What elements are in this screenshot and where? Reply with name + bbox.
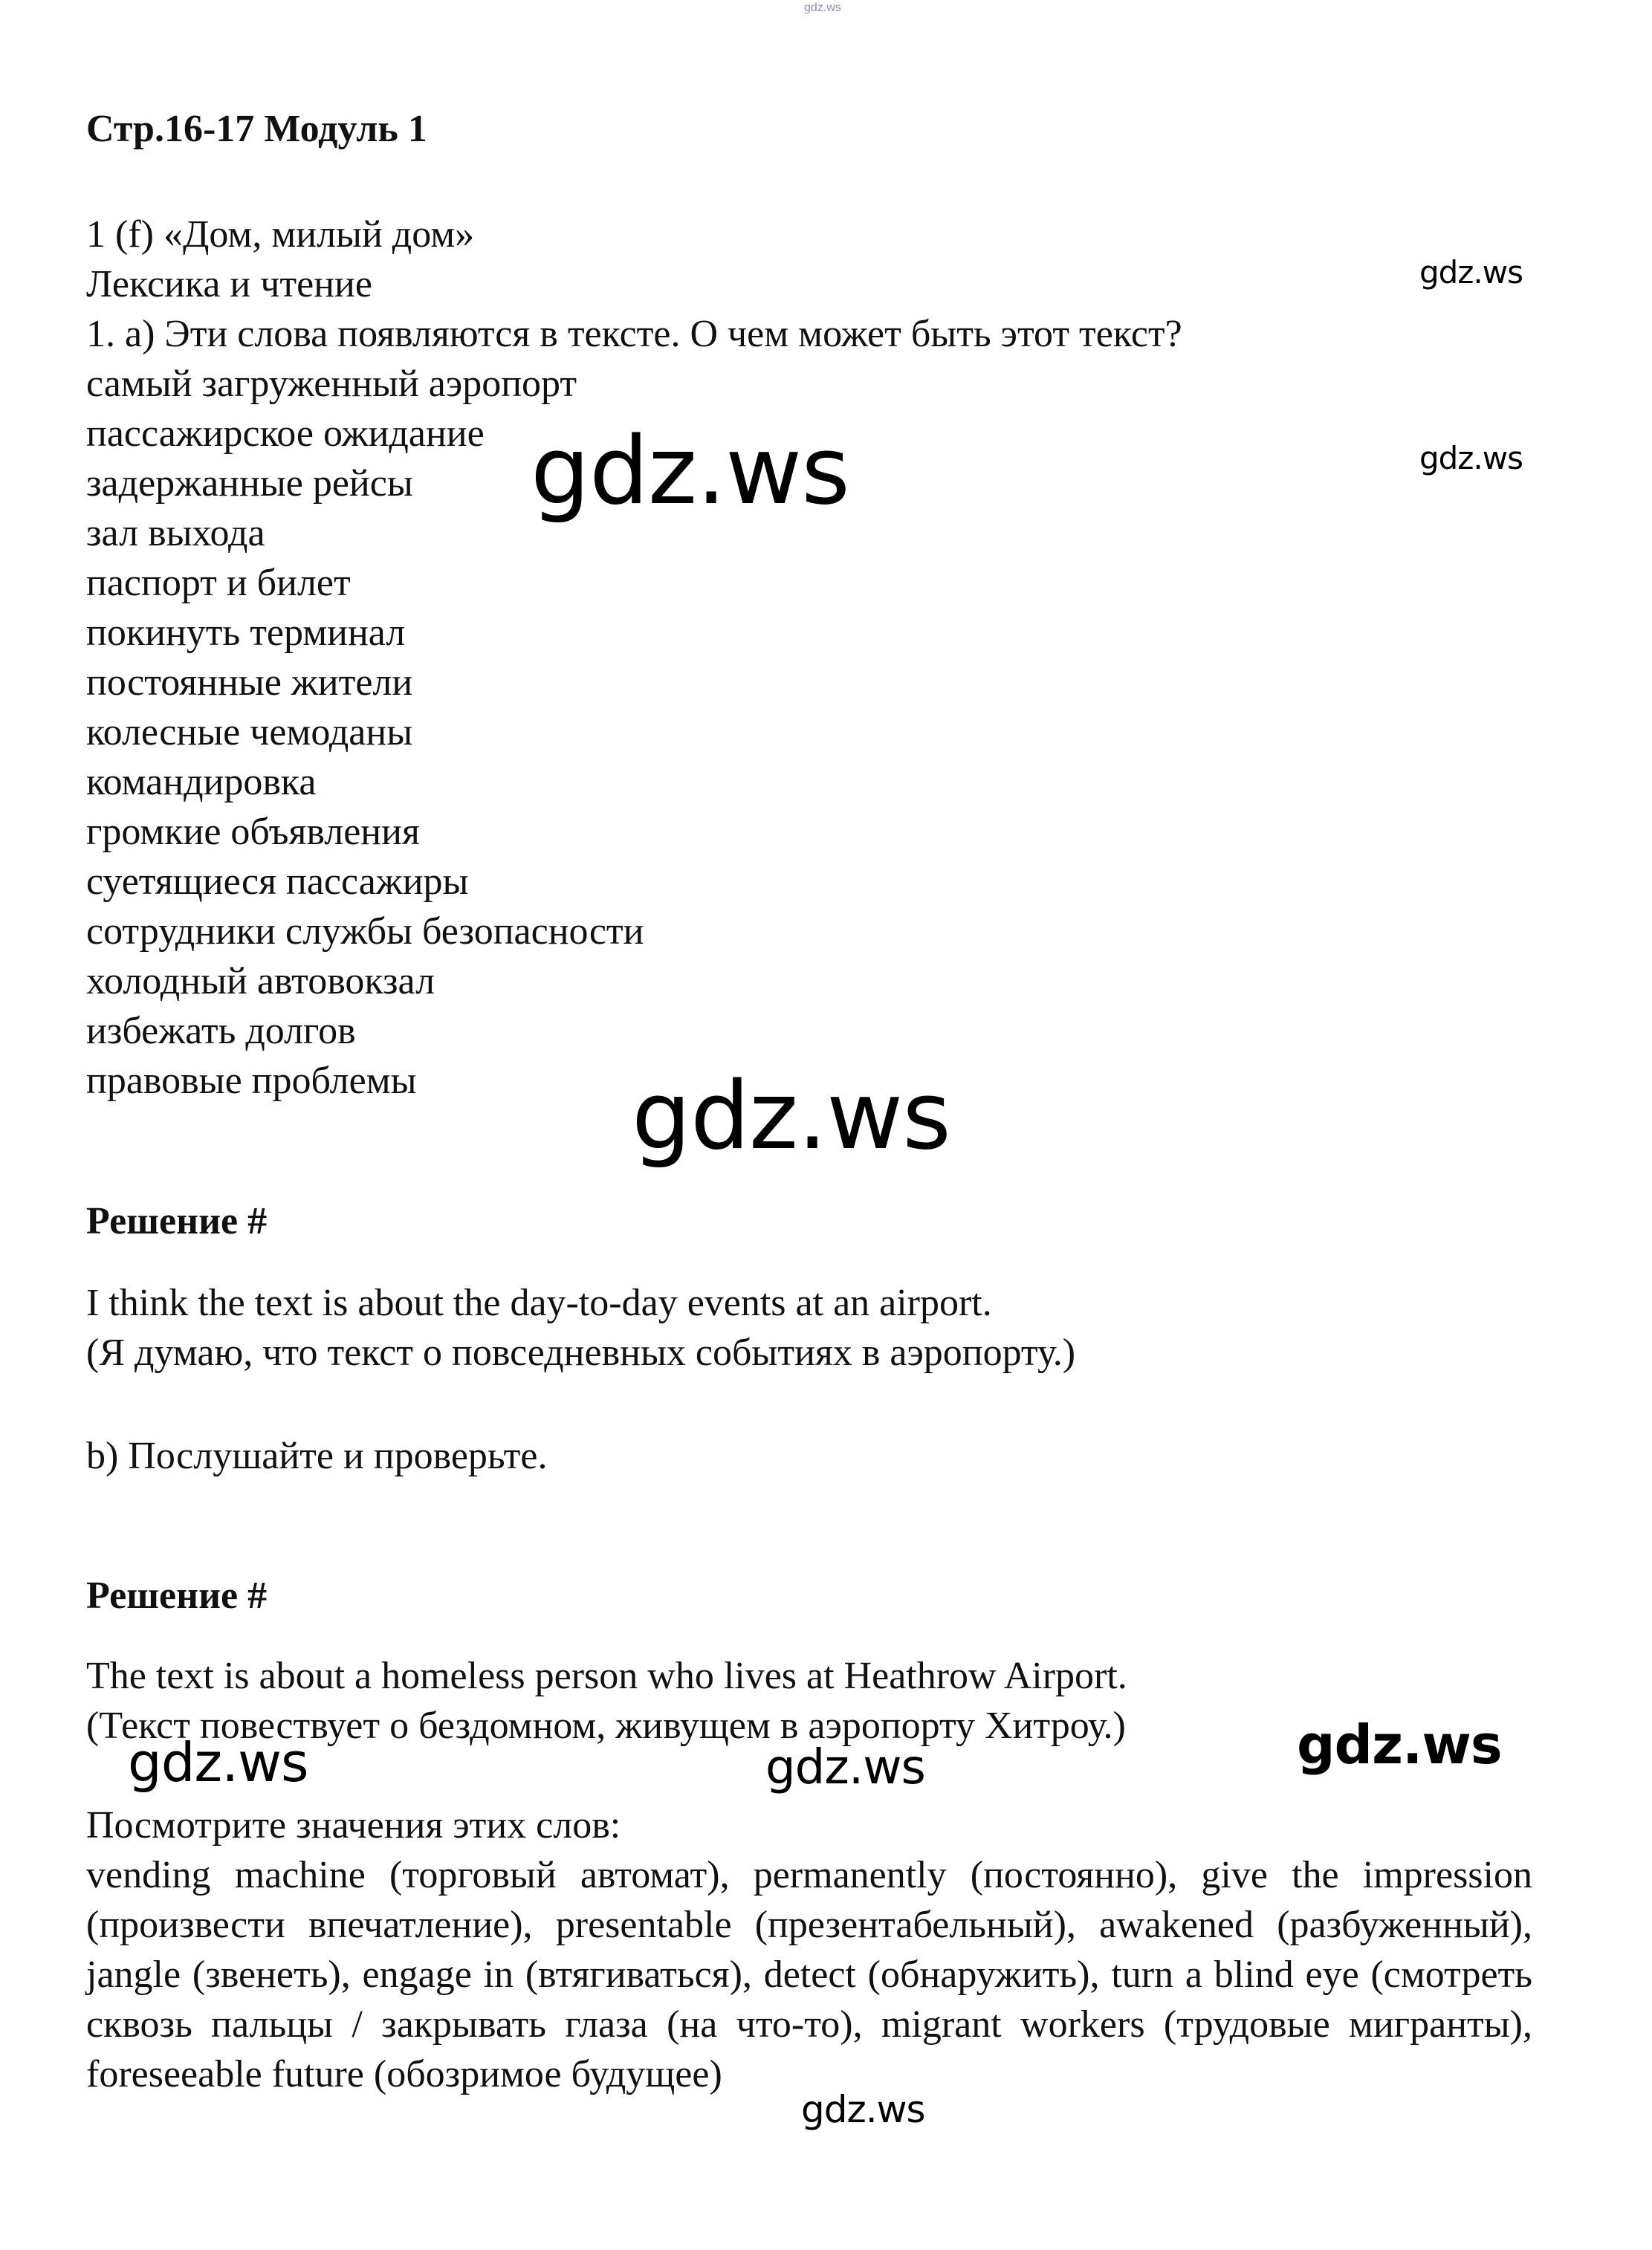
list-item: паспорт и билет	[86, 562, 351, 604]
list-item: колесные чемоданы	[86, 711, 413, 753]
list-item: командировка	[86, 761, 317, 803]
solution-heading: Решение #	[86, 1575, 268, 1617]
list-item: зал выхода	[86, 512, 265, 554]
page-title: Стр.16-17 Модуль 1	[86, 108, 427, 150]
list-item: задержанные рейсы	[86, 462, 413, 505]
vocab-text: vending machine (торговый автомат), permanently (постоянно), give the impression (произвести впечатление), presentable (презентабельный), awakened (разбуженный), jangle (звенеть), engage in (втягиваться), detect (обнаружить), turn a blind eye (смотреть сквозь пальцы / закрывать глаза (на что-то), migrant workers (трудовые мигранты), foreseeable future (обозримое будущее)	[86, 1854, 1532, 2095]
task-1b: b) Послушайте и проверьте.	[86, 1435, 548, 1477]
answer-1b-en: The text is about a homeless person who lives at Heathrow Airport.	[86, 1655, 1127, 1697]
list-item: самый загруженный аэропорт	[86, 363, 577, 405]
list-item: суетящиеся пассажиры	[86, 860, 469, 903]
list-item: избежать долгов	[86, 1010, 356, 1052]
answer-1a-ru: (Я думаю, что текст о повседневных событиях в аэропорту.)	[86, 1332, 1076, 1374]
list-item: холодный автовокзал	[86, 960, 435, 1002]
answer-1b-ru: (Текст повествует о бездомном, живущем в аэропорту Хитроу.)	[86, 1705, 1126, 1747]
list-item: правовые проблемы	[86, 1060, 417, 1102]
list-item: покинуть терминал	[86, 612, 406, 654]
watermark: gdz.ws	[1297, 1714, 1502, 1776]
watermark: gdz.ws	[801, 2088, 925, 2131]
list-item: сотрудники службы безопасности	[86, 910, 644, 953]
answer-1a-en: I think the text is about the day-to-day events at an airport.	[86, 1282, 992, 1324]
watermark: gdz.ws	[632, 1061, 950, 1170]
header-watermark: gdz.ws	[804, 1, 841, 14]
lesson-title: 1 (f) «Дом, милый дом»	[86, 213, 475, 256]
vocab-intro: Посмотрите значения этих слов:	[86, 1804, 621, 1847]
watermark: gdz.ws	[765, 1740, 925, 1795]
list-item: постоянные жители	[86, 661, 413, 704]
list-item: пассажирское ожидание	[86, 412, 485, 455]
task-1a: 1. a) Эти слова появляются в тексте. О чем может быть этот текст?	[86, 313, 1182, 355]
watermark: gdz.ws	[531, 416, 849, 525]
watermark: gdz.ws	[1419, 440, 1523, 476]
section-title: Лексика и чтение	[86, 263, 372, 305]
list-item: громкие объявления	[86, 811, 420, 853]
watermark: gdz.ws	[1419, 254, 1523, 291]
watermark: gdz.ws	[128, 1731, 308, 1794]
solution-heading: Решение #	[86, 1200, 268, 1242]
